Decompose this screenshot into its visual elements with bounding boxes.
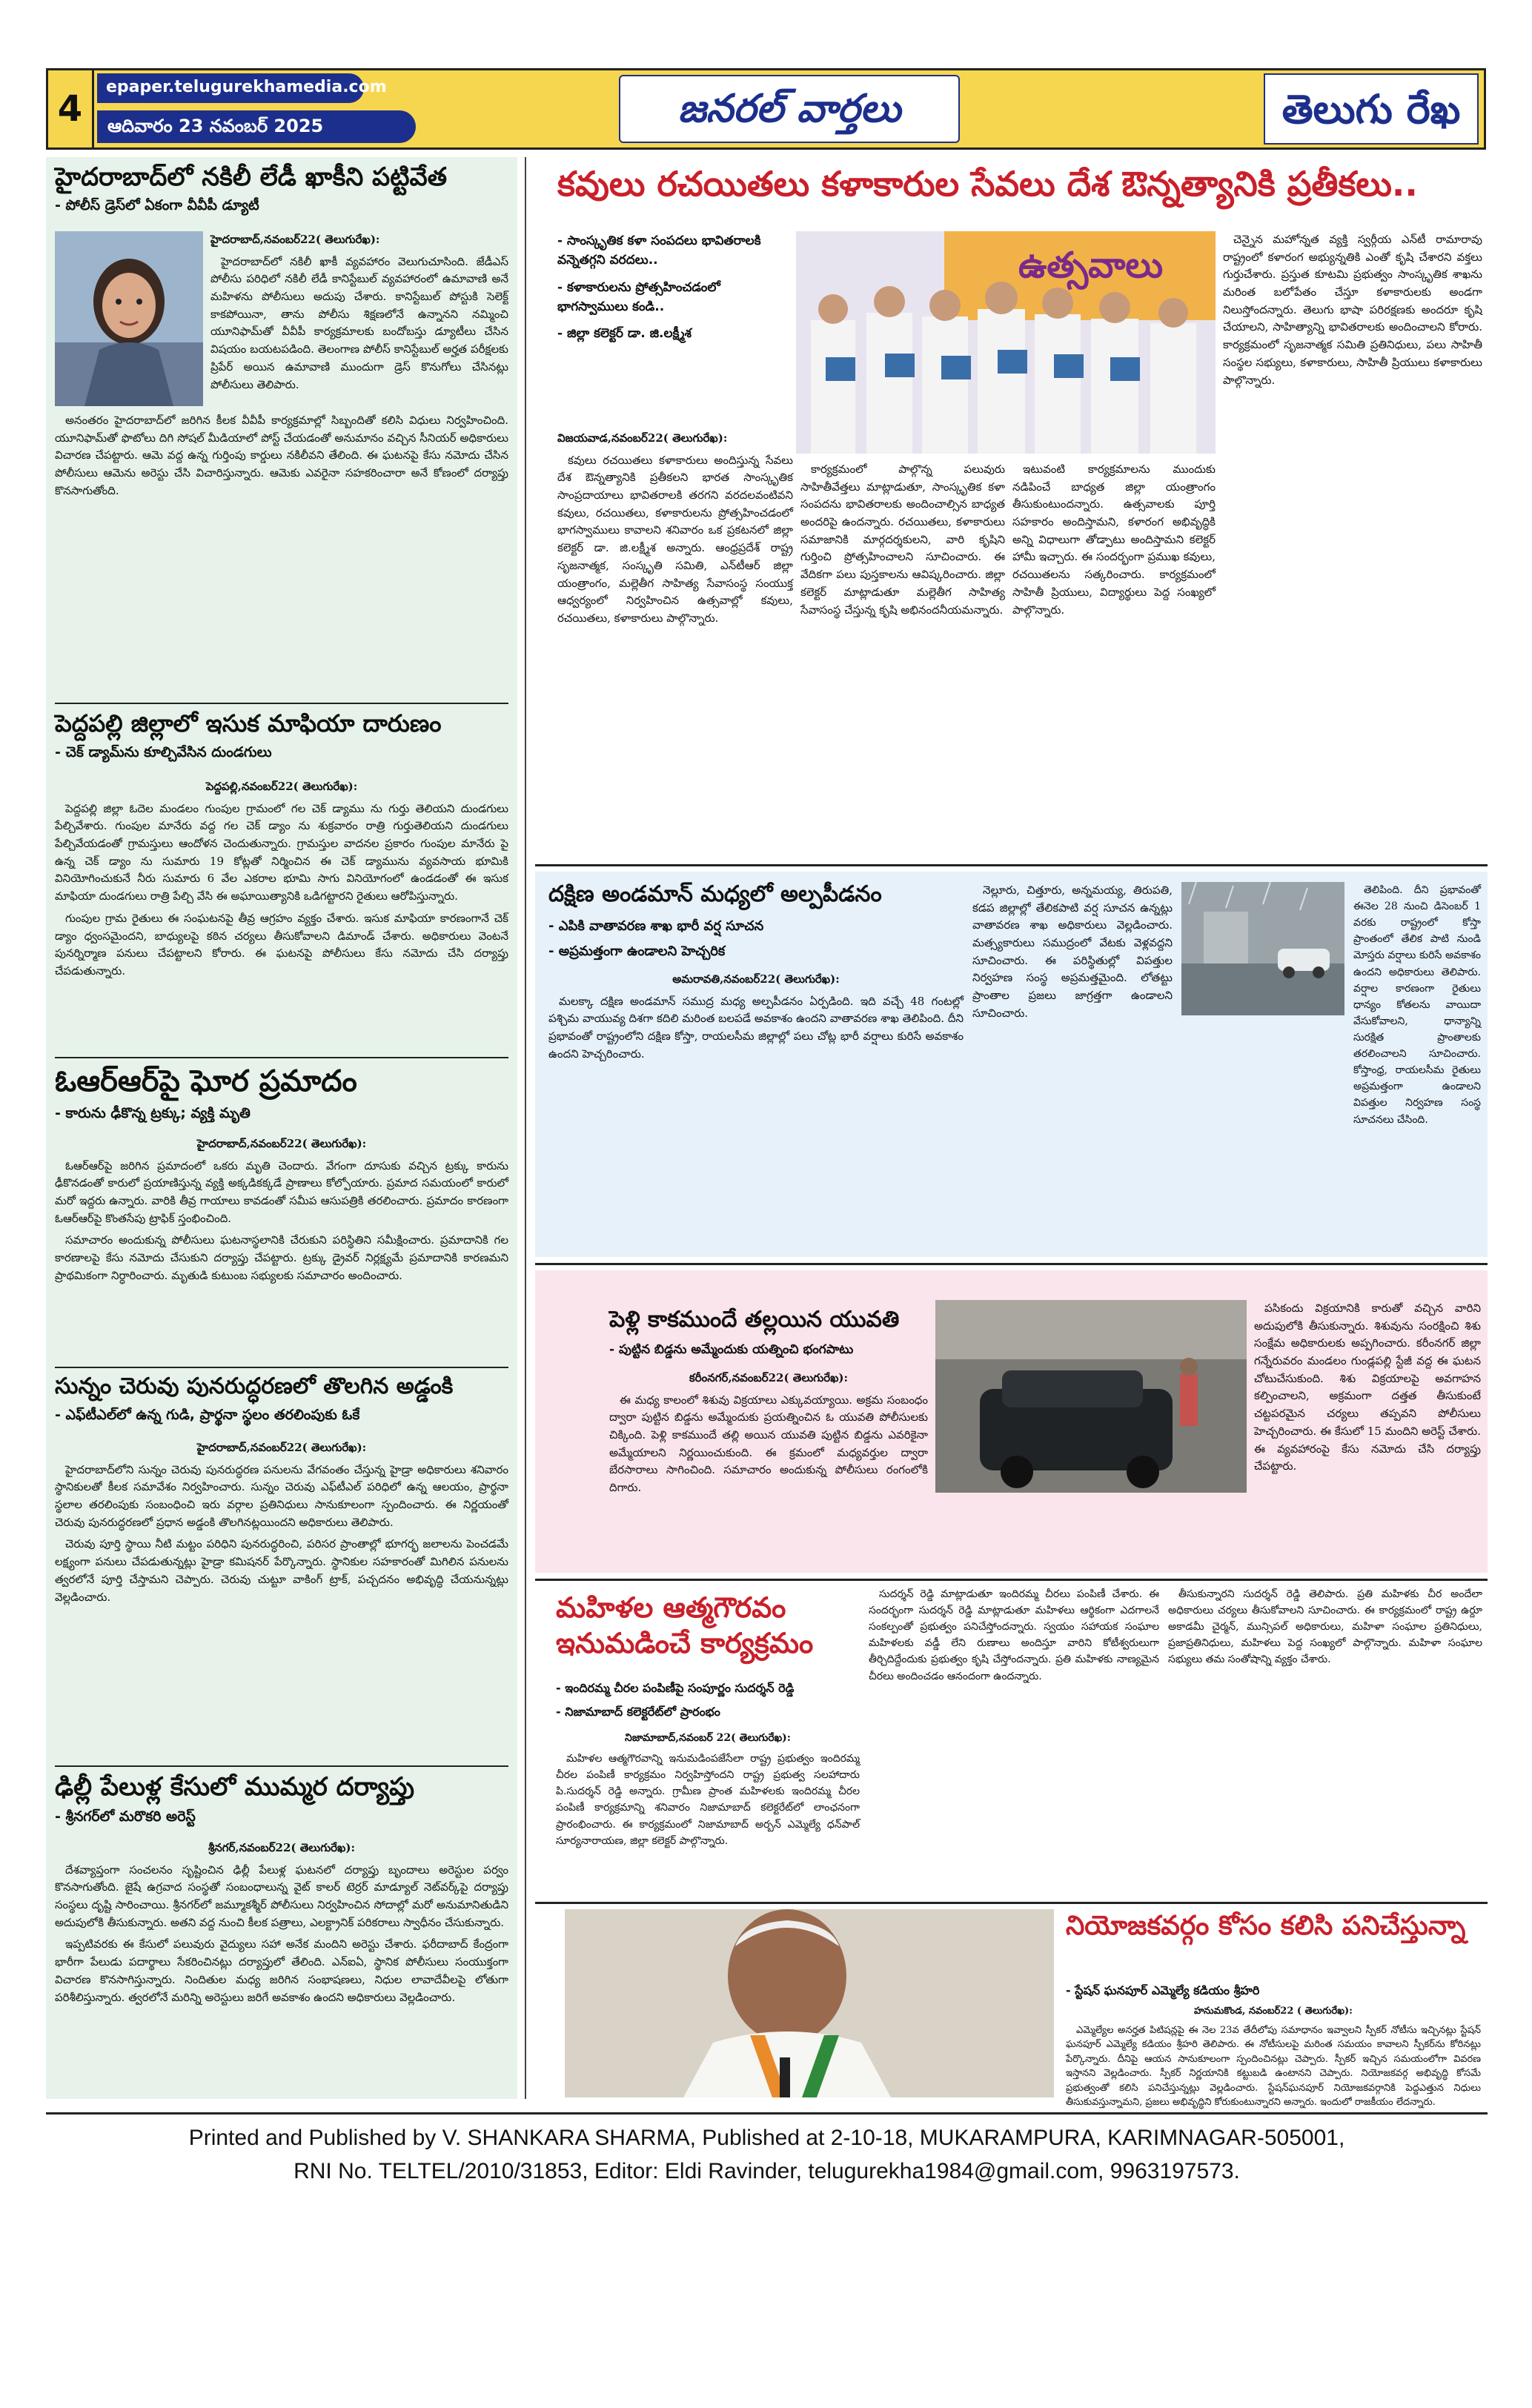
article-body bbox=[55, 1840, 508, 2092]
article-subhead: - చెక్ డ్యామ్‌ను కూల్చివేసిన దుండగులు bbox=[55, 743, 272, 760]
article-headline: ఢిల్లీ పేలుళ్ల కేసులో ముమ్మర దర్యాప్తు bbox=[55, 1772, 414, 1802]
paragraph: సుదర్శన్ రెడ్డి మాట్లాడుతూ ఇందిరమ్మ చీరలు పంపిణీ చేశారు. ఈ సందర్భంగా సుదర్శన్ రెడ్డి మాట్లాడుతూ మహిళలు ఆర్థికంగా ఎదగాలనే సంకల్పంతో ప్రభుత్వం పనిచేస్తోందన్నారు. స్వయం సహాయక సంఘాల మహిళలకు వడ్డీ లేని రుణాలు అందిస్తూ వారిని కోటీశ్వరులుగా తీర్చిదిద్దేందుకు ప్రభుత్వం కృషి చేస్తోందన్నారు. ప్రతి మహిళకు నాణ్యమైన చీరలు అందించడం ఆనందంగా ఉందన్నారు. bbox=[869, 1588, 1159, 1682]
paragraph: ఓఆర్ఆర్‌పై జరిగిన ప్రమాదంలో ఒకరు మృతి చెందారు. వేగంగా దూసుకు వచ్చిన ట్రక్కు కారును ఢీకొనడంతో కారులో ప్రయాణిస్తున్న వ్యక్తి అక్కడికక్కడే ప్రాణాలు కోల్పోయారు. ప్రమాద సమయంలో కారులో మరో ఇద్దరు ఉన్నారు. వారికి తీవ్ర గాయాలు కావడంతో సమీప ఆసుపత్రికి తరలించారు. ప్రమాదం కారణంగా ఓఆర్ఆర్‌పై కొంతసేపు ట్రాఫిక్ స్తంభించింది. bbox=[55, 1158, 508, 1225]
article-body-col1 bbox=[557, 430, 793, 852]
article-subhead: - శ్రీనగర్‌లో మరొకరి అరెస్ట్ bbox=[55, 1808, 196, 1825]
article-body-col3 bbox=[1012, 461, 1216, 852]
paragraph: హైదరాబాద్‌లోని సున్నం చెరువు పునరుద్ధరణ పనులను వేగవంతం చేస్తున్న హైడ్రా అధికారులు శనివారం స్థానికులతో కీలక సమావేశం నిర్వహించారు. సున్నం చెరువు ఎఫ్‌టీఎల్ పరిధిలో ఉన్న ఆలయం, ప్రార్థనా స్థలాల తరలింపుకు సంబంధించి ఇరు వర్గాల ప్రతినిధులు సానుకూలంగా స్పందించారు. ఈ నిర్ణయంతో చెరువు పునరుద్ధరణలో ప్రధాన అడ్డంకి తొలగినట్లయిందని అధికారులు తెలిపారు. bbox=[55, 1462, 508, 1529]
imprint-footer bbox=[46, 2121, 1488, 2192]
article-subhead: - పోలీస్ డ్రెస్‌లో ఏకంగా వీవీపీ డ్యూటీ bbox=[55, 197, 259, 214]
cctv-car-photo bbox=[935, 1300, 1247, 1493]
section-title: జనరల్ వార్తలు bbox=[619, 75, 960, 143]
dateline: శ్రీనగర్,నవంబర్22( తెలుగురేఖ): bbox=[208, 1841, 356, 1854]
paragraph: గుంపుల గ్రామ రైతులు ఈ సంఘటనపై తీవ్ర ఆగ్రహం వ్యక్తం చేశారు. ఇసుక మాఫియా కారణంగానే చెక్ డ్యాం ధ్వంసమైందని, బాధ్యులపై కఠిన చర్యలు తీసుకోవాలని డిమాండ్ చేశారు. అధికారులు వెంటనే పునర్నిర్మాణ పనులు చేపట్టాలని కోరారు. ఈ ఘటనపై పోలీసులు కేసు నమోదు చేసి దర్యాప్తు చేపడుతున్నారు. bbox=[55, 911, 508, 978]
paragraph: కవులు రచయితలు కళాకారులు అందిస్తున్న సేవలు దేశ ఔన్నత్యానికి ప్రతీకలని భారత సాంస్కృతిక సాంప్రదాయాలు భావితరాలకి తరగని వరదలవంటివని కవులు, రచయితలు, కళాకారులను ప్రోత్సహించడంలో భాగస్వాములు కావాలని శనివారం ఒక ప్రకటనలో జిల్లా కలెక్టర్ డా. జి.లక్ష్మీశ అన్నారు. ఆంధ్రప్రదేశ్ రాష్ట్ర సృజనాత్మక, సంస్కృతి సమితి, ఎన్‌టీఆర్ జిల్లా యంత్రాంగం, మల్లెతీగ సాహిత్య సేవాసంస్థ సంయుక్త ఆధ్వర్యంలో నిర్వహించిన ఉత్సవాల్లో కవులు, రచయితలు, కళాకారులు పాల్గొన్నారు. bbox=[557, 453, 793, 625]
article-fake-lady bbox=[55, 163, 508, 697]
article-body-col2 bbox=[800, 461, 1005, 852]
woman-officer-photo bbox=[55, 231, 203, 406]
article-headline: సున్నం చెరువు పునరుద్ధరణలో తొలగిన అడ్డంకి bbox=[55, 1373, 454, 1399]
dateline: పెద్దపల్లి,నవంబర్22( తెలుగురేఖ): bbox=[205, 780, 358, 793]
article-headline: నియోజకవర్గం కోసం కలిసి పనిచేస్తున్నా bbox=[1066, 1911, 1466, 1941]
paragraph: పసికందు విక్రయానికి కారుతో వచ్చిన వారిని అదుపులోకి తీసుకున్నారు. శిశువును సంరక్షించి శిశు సంక్షేమ అధికారులకు అప్పగించారు. కరీంనగర్ జిల్లా గన్నేరువరం మండలం గుండ్లపల్లి స్టేజీ వద్ద ఈ ఘటన చోటుచేసుకుంది. శిశు విక్రయాలపై అవగాహన కల్పించాలని, అక్రమంగా దత్తత తీసుకుంటే చట్టపరమైన చర్యలు తప్పవని పోలీసులు హెచ్చరించారు. ఈ కేసులో 15 మందిని అరెస్ట్ చేశారు. ఈ వ్యవహారంపై కేసు నమోదు చేసి దర్యాప్తు చేపట్టారు. bbox=[1254, 1301, 1481, 1473]
cctv-illustration bbox=[935, 1300, 1247, 1493]
dateline: నిజామాబాద్,నవంబర్ 22( తెలుగురేఖ): bbox=[625, 1732, 791, 1744]
paragraph: అనంతరం హైదరాబాద్‌లో జరిగిన కీలక వీవీపీ కార్యక్రమాల్లో సిబ్బందితో కలిసి విధులు నిర్వహించింది. యూనిఫామ్‌తో ఫొటోలు దిగి సోషల్ మీడియాలో పోస్ట్ చేయడంతో అనుమానం వచ్చిన సీనియర్ అధికారులు విచారణ చేపట్టారు. ఆమె వద్ద ఉన్న గుర్తింపు కార్డులు నకిలీవని తేలింది. ఈ ఘటనపై కేసు నమోదు చేసిన పోలీసులు ఆమెను అరెస్టు చేసి విచారిస్తున్నారు. ఆమెకు ఎవరైనా సహకరించారా అనే కోణంలో దర్యాప్తు కొనసాగుతోంది. bbox=[55, 414, 508, 497]
page-number: 4 bbox=[48, 70, 94, 147]
article-body-cont bbox=[55, 412, 508, 694]
festival-banner-text: ఉత్సవాలు bbox=[1018, 245, 1164, 286]
paragraph: కార్యక్రమంలో పాల్గొన్న పలువురు సాహితీవేత్తలు మాట్లాడుతూ, సాంస్కృతిక కళా సంపదను భావితరాలకు అందించాల్సిన బాధ్యత అందరిపై ఉందన్నారు. రచయితలు, కళాకారులు సమాజానికి మార్గదర్శకులని, వారి కృషిని గుర్తించి ప్రోత్సహించాలని సూచించారు. ఈ వేదికగా పలు పుస్తకాలను ఆవిష్కరించారు. జిల్లా కలెక్టర్ మాట్లాడుతూ మల్లెతీగ సాహిత్య సేవాసంస్థ చేస్తున్న కృషి అభినందనీయమన్నారు. bbox=[800, 462, 1005, 617]
article-subhead: - నిజామాబాద్ కలెక్టరేట్‌లో ప్రారంభం bbox=[556, 1705, 720, 1719]
article-headline: దక్షిణ అండమాన్ మధ్యలో అల్పపీడనం bbox=[548, 881, 882, 907]
paragraph: నెల్లూరు, చిత్తూరు, అన్నమయ్య, తిరుపతి, కడప జిల్లాల్లో తేలికపాటి వర్ష సూచన ఉన్నట్లు వాతావరణ శాఖ అధికారులు వెల్లడించారు. మత్స్యకారులు సముద్రంలో వేటకు వెళ్లవద్దని సూచించారు. ఈ పరిస్థితుల్లో విపత్తుల నిర్వహణ సంస్థ అప్రమత్తమైంది. లోతట్టు ప్రాంతాల ప్రజలు జాగ్రత్తగా ఉండాలని సూచించారు. bbox=[972, 883, 1173, 1020]
paragraph: చెన్నైన మహోన్నత వ్యక్తి స్వర్గీయ ఎన్‌టీ రామారావు రాష్ట్రంలో కళారంగ అభ్యున్నతికి ఎంతో కృషి చేశారని వక్తలు గుర్తుచేశారు. ప్రస్తుత కూటమి ప్రభుత్వం సాంస్కృతిక శాఖను మరింత బలోపేతం చేస్తూ కళాకారులకు అండగా నిలుస్తోందన్నారు. తెలుగు భాషా పరిరక్షణకు అందరూ కృషి చేయాలని, సాహిత్యాన్ని భావితరాలకు అందించాలని కోరారు. కార్యక్రమంలో సృజనాత్మక సమితి ప్రతినిధులు, పలు సాహితీ సంస్థల సభ్యులు, కళాకారులు, సాహితీ ప్రియులు కళాకారులు పాల్గొన్నారు. bbox=[1223, 233, 1482, 387]
paragraph: తీసుకున్నారని సుదర్శన్ రెడ్డి తెలిపారు. ప్రతి మహిళకు చీర అందేలా అధికారులు చర్యలు తీసుకోవాలని సూచించారు. ఈ కార్యక్రమంలో రాష్ట్ర ఉర్దూ అకాడమీ చైర్మన్, మున్సిపల్ అధికారులు, మహిళా సంఘాల ప్రతినిధులు, ప్రజాప్రతినిధులు, మహిళలు పెద్ద సంఖ్యలో పాల్గొన్నారు. మహిళా సంఘాల సభ్యులు తమ సంతోషాన్ని వ్యక్తం చేశారు. bbox=[1168, 1588, 1482, 1666]
separator bbox=[55, 1367, 508, 1368]
article-orr bbox=[55, 1064, 508, 1361]
bullet-item: - కళాకారులను ప్రోత్సహించడంలో భాగస్వాములు కండి.. bbox=[557, 279, 720, 315]
paragraph: హైదరాబాద్‌లో నకిలీ ఖాకీ వ్యవహారం వెలుగుచూసింది. జేడీఎస్ పోలీసు పరిధిలో నకిలీ లేడీ కానిస్టేబుల్ వ్యవహారంలో ఉమావాణి అనే మహిళను పోలీసులు అదుపు చేశారు. కానిస్టేబుల్ పోస్టుకి సెలెక్ట్ కాకపోయినా, తాను పోలీసు శిక్షణలోనే ఉన్నానని నమ్మించి యూనిఫామ్‌తో వీవీపీ కార్యక్రమాలకు బందోబస్తు డ్యూటీలు చేసిన విషయం బయటపడింది. తెలంగాణ పోలీస్ కానిస్టేబుల్ అర్హత పరీక్షలకు ప్రిపేర్ అయిన ఉమావాణి ముందుగా డ్రెస్ కొనుగోలు చేసినట్లు పోలీసులు తెలిపారు. bbox=[210, 254, 508, 391]
article-women bbox=[535, 1586, 1488, 1897]
edition-date: ఆదివారం 23 నవంబర్ 2025 bbox=[97, 110, 416, 143]
article-headline: ఓఆర్ఆర్‌పై ఘోర ప్రమాదం bbox=[55, 1064, 357, 1098]
masthead bbox=[46, 68, 1486, 150]
paragraph: చెరువు పూర్తి స్థాయి నీటి మట్టం పరిధిని పునరుద్ధరించి, పరిసర ప్రాంతాల్లో భూగర్భ జలాలను పెంచడమే లక్ష్యంగా పనులు చేపడుతున్నట్లు హైడ్రా కమిషనర్ పేర్కొన్నారు. స్థానికుల సహకారంతో మిగిలిన పనులను త్వరలోనే పూర్తి చేస్తామని చెప్పారు. చెరువు చుట్టూ వాకింగ్ ట్రాక్, పచ్చదనం అభివృద్ధి చేయనున్నట్లు వెల్లడించారు. bbox=[55, 1537, 508, 1604]
bullet-item: - సాంస్కృతిక కళా సంపదలు భావితరాలకి వన్నెతగ్గని వరదలు.. bbox=[557, 233, 761, 268]
politician-illustration bbox=[565, 1909, 1054, 2097]
article-lake bbox=[55, 1374, 508, 1759]
article-headline: హైదరాబాద్‌లో నకిలీ లేడీ ఖాకీని పట్టివేత bbox=[55, 162, 448, 192]
article-body-col3 bbox=[1168, 1586, 1482, 1893]
article-subhead: - స్టేషన్ ఘనపూర్ ఎమ్మెల్యే కడియం శ్రీహరి bbox=[1066, 1983, 1260, 1997]
separator bbox=[535, 1579, 1488, 1581]
article-body-col1 bbox=[609, 1370, 928, 1567]
paragraph: తెలిపింది. దీని ప్రభావంతో ఈనెల 28 నుంచి డిసెంబర్ 1 వరకు రాష్ట్రంలో కోస్తా ప్రాంతంలో తేలిక పాటి నుండి మోస్తరు వర్షాలు కురిసే అవకాశం ఉందని అధికారులు తెలిపారు. వర్షాల కారణంగా రైతులు ధాన్యం కోతలను వాయిదా వేసుకోవాలని, ధాన్యాన్ని సురక్షిత ప్రాంతాలకు తరలించాలని సూచించారు. కోస్తాంధ్ర, రాయలసీమ రైతులు అప్రమత్తంగా ఉండాలని విపత్తుల నిర్వహణ సంస్థ సూచనలు చేసింది. bbox=[1353, 884, 1481, 1126]
article-subhead: - కారును ఢీకొన్న ట్రక్కు; వ్యక్తి మృతి bbox=[55, 1105, 251, 1121]
article-body bbox=[1066, 2004, 1481, 2108]
event-illustration bbox=[796, 231, 1216, 454]
paragraph: దేశవ్యాప్తంగా సంచలనం సృష్టించిన ఢిల్లీ పేలుళ్ల ఘటనలో దర్యాప్తు బృందాలు అరెస్టుల పర్వం కొనసాగుతోంది. జైషే ఉగ్రవాద సంస్థతో సంబంధాలున్న వైట్ కాలర్ టెర్రర్ మాడ్యూల్ నెట్‌వర్క్‌పై దర్యాప్తు సంస్థలు దృష్టి సారించాయి. శ్రీనగర్‌లో జమ్మూకశ్మీర్ పోలీసులు నిర్వహించిన సోదాల్లో మరో అనుమానితుడిని అదుపులోకి తీసుకున్నారు. అతని వద్ద నుంచి కీలక పత్రాలు, ఎలక్ట్రానిక్ పరికరాలు స్వాధీనం చేసుకున్నారు. bbox=[55, 1863, 508, 1929]
paper-logo: తెలుగు రేఖ bbox=[1264, 73, 1479, 145]
imprint-line: RNI No. TELTEL/2010/31853, Editor: Eldi Ravinder, telugurekha1984@gmail.com, 9963197573. bbox=[294, 2159, 1240, 2183]
article-mla bbox=[535, 1909, 1488, 2108]
article-body bbox=[55, 1135, 508, 1358]
paragraph: సమాచారం అందుకున్న పోలీసులు ఘటనాస్థలానికి చేరుకుని పరిస్థితిని సమీక్షించారు. ప్రమాదానికి గల కారణాలపై కేసు నమోదు చేసుకుని దర్యాప్తు చేపట్టారు. ట్రక్కు డ్రైవర్ నిర్లక్ష్యమే ప్రమాదానికి కారణమని ప్రాథమికంగా నిర్ధారించారు. మృతుడి కుటుంబ సభ్యులకు సమాచారం అందించారు. bbox=[55, 1233, 508, 1282]
article-weather bbox=[535, 872, 1488, 1257]
article-subhead: - ఇందిరమ్మ చీరల పంపిణీపై సంపూర్ణం సుదర్శన్ రెడ్డి bbox=[556, 1681, 795, 1695]
article-body-col2 bbox=[1254, 1300, 1481, 1567]
bullet-list bbox=[557, 231, 787, 424]
dateline: హనుమకొండ, నవంబర్22 ( తెలుగురేఖ): bbox=[1194, 2006, 1353, 2017]
article-body-col1 bbox=[548, 971, 964, 1250]
paragraph: పెద్దపల్లి జిల్లా ఓదెల మండలం గుంపుల గ్రామంలో గల చెక్ డ్యాము ను గుర్తు తెలియని దుండగులు పేల్చివేశారు. గుంపుల మానేరు వద్ద గల చెక్ డ్యాం ను శుక్రవారం రాత్రి గుర్తుతెలియని దుండగులు పేల్చివేయడంతో గ్రామస్తులు ఆందోళన చెందుతున్నారు. గ్రామస్తుల వాదనల ప్రకారం గుంపుల మానేరు పై ఉన్న చెక్ డ్యాం ను సుమారు 19 కోట్లతో నిర్మించిన ఈ చెక్ డ్యామును వ్యవసాయ భూమికి వినియోగించుకునే నీరు సుమారు 6 వేల ఎకరాల భూమి సాగు వినియోగంలో ఉండడంతో ఈ ఇసుక మాఫియా దుండగులు రాత్రి పేల్చి వేసి ఈ అఘాయిత్యానికి ఒడిగట్టారని రైతులు ఆరోపిస్తున్నారు. bbox=[55, 801, 508, 903]
bullet-item: - జిల్లా కలెక్టర్ డా. జి.లక్ష్మీశ bbox=[557, 326, 692, 342]
article-body-col2 bbox=[972, 882, 1173, 1250]
book-launch-photo bbox=[796, 231, 1216, 454]
dateline: హైదరాబాద్,నవంబర్22( తెలుగురేఖ): bbox=[196, 1137, 367, 1150]
article-delhi bbox=[55, 1773, 508, 2092]
mla-portrait-photo bbox=[565, 1909, 1054, 2097]
rain-street-photo bbox=[1181, 882, 1344, 1015]
column-divider bbox=[525, 157, 526, 2099]
paragraph: ఎమ్మెల్యేల అనర్హత పిటిషన్లపై ఈ నెల 23వ తేదీలోపు సమాధానం ఇవ్వాలని స్పీకర్ నోటీసు ఇచ్చినట్లు స్టేషన్ ఘనపూర్ ఎమ్మెల్యే కడియం శ్రీహరి తెలిపారు. ఈ నోటీసులపై మరింత సమయం కావాలని స్పీకర్‌ను కోరినట్లు పేర్కొన్నారు. దీనిపై ఆయన సానుకూలంగా స్పందించినట్లు చెప్పారు. స్పీకర్ ఇచ్చిన సమయంలోగా వివరణ ఇస్తానని వెల్లడించారు. స్పీకర్ నిర్ణయానికి కట్టుబడి ఉంటానని చెప్పారు. నియోజకవర్గ అభివృద్ధి కోసమే ప్రభుత్వంతో కలిసి పనిచేస్తున్నట్లు వెల్లడించారు. స్టేషన్‌ఘనపూర్ నియోజకవర్గానికి పెద్దఎత్తున నిధులు తీసుకువస్తున్నామని, ప్రజలు అభివృద్ధిని కోరుకుంటున్నారని అన్నారు. ఇందులో రాజకీయం లేదన్నారు. bbox=[1066, 2024, 1481, 2108]
paragraph: మహిళల ఆత్మగౌరవాన్ని ఇనుమడింపజేసేలా రాష్ట్ర ప్రభుత్వం ఇందిరమ్మ చీరల పంపిణీ కార్యక్రమం నిర్వహిస్తోందని రాష్ట్ర ప్రభుత్వ సలహాదారు పి.సుదర్శన్ రెడ్డి అన్నారు. గ్రామీణ ప్రాంత మహిళలకు ఇందిరమ్మ చీరల పంపిణీ కార్యక్రమాన్ని శనివారం నిజామాబాద్ కలెక్టరేట్‌లో లాంఛనంగా ప్రారంభించారు. ఈ కార్యక్రమంలో నిజామాబాద్ అర్బన్ ఎమ్మెల్యే ధన్‌పాల్ సూర్యనారాయణ, జిల్లా కలెక్టర్ పాల్గొన్నారు. bbox=[556, 1753, 860, 1847]
paragraph: మలక్కా దక్షిణ అండమాన్ సముద్ర మధ్య అల్పపీడనం ఏర్పడింది. ఇది వచ్చే 48 గంటల్లో పశ్చిమ వాయువ్య దిశగా కదిలి మరింత బలపడే అవకాశం ఉందని వాతావరణ శాఖ తెలిపింది. దీని ప్రభావంతో రాష్ట్రంలోని దక్షిణ కోస్తా, రాయలసీమ జిల్లాల్లో పలు చోట్ల భారీ వర్షాలు కురిసే అవకాశం ఉందని హెచ్చరించారు. bbox=[548, 994, 964, 1061]
dateline: విజయవాడ,నవంబర్22( తెలుగురేఖ): bbox=[557, 431, 728, 445]
article-sand-mafia bbox=[55, 710, 508, 1051]
dateline: హైదరాబాద్,నవంబర్22( తెలుగురేఖ): bbox=[196, 1441, 367, 1454]
article-headline: మహిళల ఆత్మగౌరవం ఇనుమడించే కార్యక్రమం bbox=[556, 1591, 814, 1659]
article-subhead: - ఎపికి వాతావరణ శాఖ భారీ వర్ష సూచన bbox=[548, 918, 764, 934]
separator bbox=[55, 1057, 508, 1058]
article-poets bbox=[535, 157, 1488, 858]
paragraph: ఇప్పటివరకు ఈ కేసులో పలువురు వైద్యులు సహా అనేక మందిని అరెస్టు చేశారు. ఫరీదాబాద్ కేంద్రంగా భారీగా పేలుడు పదార్థాలు సేకరించినట్లు దర్యాప్తులో తేలింది. ఎన్ఐఏ, స్థానిక పోలీసులు సంయుక్తంగా విచారణ కొనసాగిస్తున్నారు. నిందితుల మధ్య జరిగిన సంభాషణలు, నిధుల లావాదేవీలపై లోతుగా పరిశీలిస్తున్నారు. త్వరలోనే మరిన్ని అరెస్టులు జరిగే అవకాశం ఉందని అధికారులు వెల్లడించారు. bbox=[55, 1937, 508, 2004]
paragraph: ఇటువంటి కార్యక్రమాలను ముందుకు నడిపించే బాధ్యత జిల్లా యంత్రాంగం తీసుకుంటుందన్నారు. ఉత్సవాలకు పూర్తి సహకారం అందిస్తామని, కళారంగ అభివృద్ధికి అన్ని విధాలుగా తోడ్పాటు అందిస్తామని కలెక్టర్ హామీ ఇచ్చారు. ఈ సందర్భంగా ప్రముఖ కవులు, రచయితలను సత్కరించారు. కార్యక్రమంలో సాహితీ ప్రియులు, విద్యార్థులు పెద్ద సంఖ్యలో పాల్గొన్నారు. bbox=[1012, 462, 1216, 617]
separator bbox=[55, 703, 508, 704]
article-body bbox=[210, 231, 508, 406]
article-youth bbox=[535, 1270, 1488, 1573]
separator bbox=[55, 1765, 508, 1767]
article-headline: కవులు రచయితలు కళాకారుల సేవలు దేశ ఔన్నత్యానికి ప్రతీకలు.. bbox=[557, 164, 1418, 204]
imprint-line: Printed and Published by V. SHANKARA SHARMA, Published at 2-10-18, MUKARAMPURA, KARIMNAGAR-505001, bbox=[188, 2126, 1345, 2150]
dateline: కరీంనగర్,నవంబర్22( తెలుగురేఖ): bbox=[689, 1371, 849, 1384]
article-subhead: - ఎఫ్‌టీఎల్‌లో ఉన్న గుడి, ప్రార్థనా స్థలం తరలింపుకు ఓకే bbox=[55, 1406, 360, 1423]
dateline: అమరావతి,నవంబర్22( తెలుగురేఖ): bbox=[672, 972, 840, 986]
dateline: హైదరాబాద్,నవంబర్22( తెలుగురేఖ): bbox=[210, 233, 380, 246]
site-url: epaper.telugurekhamedia.com bbox=[97, 73, 364, 103]
separator bbox=[535, 1902, 1488, 1904]
article-headline: పెళ్లి కాకముందే తల్లయిన యువతి bbox=[609, 1307, 900, 1333]
article-body bbox=[55, 1439, 508, 1758]
article-headline: పెద్దపల్లి జిల్లాలో ఇసుక మాఫియా దారుణం bbox=[55, 709, 442, 737]
paragraph: ఈ మధ్య కాలంలో శిశువు విక్రయాలు ఎక్కువయ్యాయి. అక్రమ సంబంధం ద్వారా పుట్టిన బిడ్డను అమ్మేందుకు ప్రయత్నించిన ఓ యువతి పోలీసులకు చిక్కింది. పెళ్లి కాకముందే తల్లి అయిన యువతి పుట్టిన బిడ్డను ఎవరికైనా అమ్మేయాలని నిర్ణయించుకుంది. ఈ క్రమంలో మధ్యవర్తుల ద్వారా బేరసారాలు సాగించింది. సమాచారం అందుకున్న పోలీసులు రంగంలోకి దిగారు. bbox=[609, 1393, 928, 1495]
portrait-illustration bbox=[55, 231, 203, 406]
footer-rule bbox=[46, 2112, 1488, 2115]
separator bbox=[535, 1263, 1488, 1265]
article-body bbox=[55, 778, 508, 1049]
rain-illustration bbox=[1181, 882, 1344, 1015]
article-body-col3 bbox=[1353, 882, 1481, 1250]
article-body-col4 bbox=[1223, 231, 1482, 852]
article-subhead: - అప్రమత్తంగా ఉండాలని హెచ్చరిక bbox=[548, 943, 726, 959]
article-body-col2 bbox=[869, 1586, 1159, 1893]
article-subhead: - పుట్టిన బిడ్డను అమ్మేందుకు యత్నించి భంగపాటు bbox=[609, 1342, 854, 1357]
article-body-col1 bbox=[556, 1730, 860, 1893]
separator bbox=[535, 864, 1488, 866]
